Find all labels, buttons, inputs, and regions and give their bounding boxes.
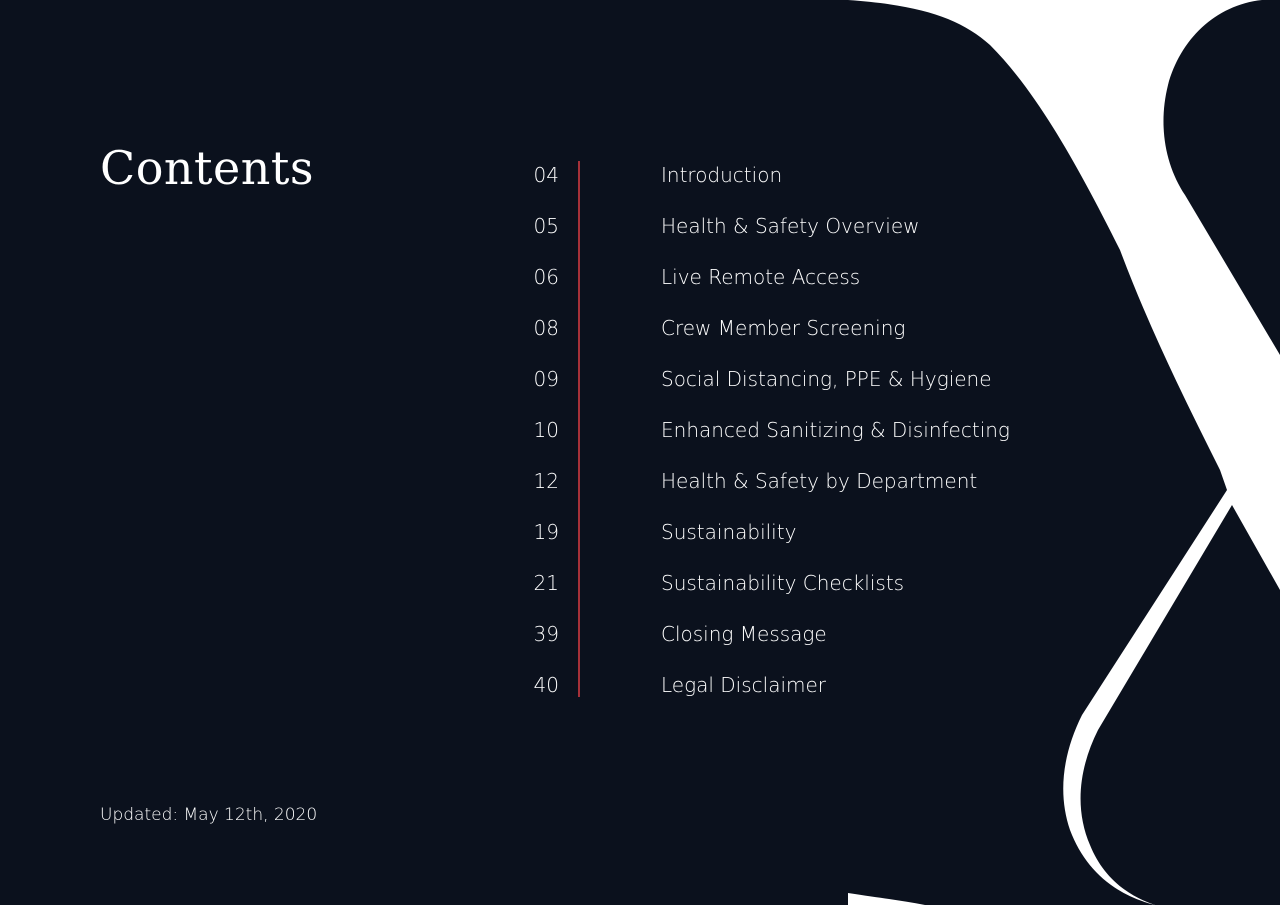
toc-entry[interactable] [0,558,1000,609]
toc-entry[interactable] [0,354,1000,405]
toc-entry[interactable] [0,507,1000,558]
updated-date: Updated: May 12th, 2020 [100,805,318,825]
toc-page-number: 39 [533,622,559,646]
toc-entry-title: Health & Safety Overview [661,214,920,238]
toc-entry[interactable] [0,252,1000,303]
toc-page-number: 05 [533,214,559,238]
toc-entry-title: Health & Safety by Department [661,469,978,493]
toc-entry-title: Sustainability [661,520,797,544]
toc-page-number: 09 [533,367,559,391]
toc-entry-title: Crew Member Screening [661,316,906,340]
toc-entry-title: Legal Disclaimer [661,673,827,697]
page-title: Contents [100,141,314,195]
toc-entry-title: Closing Message [661,622,827,646]
toc-entry-title: Introduction [661,163,783,187]
toc-entry[interactable] [0,150,1000,201]
toc-entry-title: Enhanced Sanitizing & Disinfecting [661,418,1010,442]
toc-page-number: 10 [533,418,559,442]
toc-page-number: 06 [533,265,559,289]
toc-page-number: 21 [533,571,559,595]
toc-entry[interactable] [0,660,1000,711]
toc-entry-title: Social Distancing, PPE & Hygiene [661,367,992,391]
toc-entry-title: Live Remote Access [661,265,861,289]
toc-page-number: 08 [533,316,559,340]
toc-page-number: 12 [533,469,559,493]
toc-entry[interactable] [0,405,1010,456]
toc-page-number: 19 [533,520,559,544]
toc-entry-title: Sustainability Checklists [661,571,905,595]
toc-entry[interactable] [0,609,1000,660]
toc-page-number: 40 [533,673,559,697]
toc-entry[interactable] [0,201,1000,252]
toc-page-number: 04 [533,163,559,187]
toc-entry[interactable] [0,303,1000,354]
table-of-contents [0,150,1010,711]
toc-entry[interactable] [0,456,1000,507]
